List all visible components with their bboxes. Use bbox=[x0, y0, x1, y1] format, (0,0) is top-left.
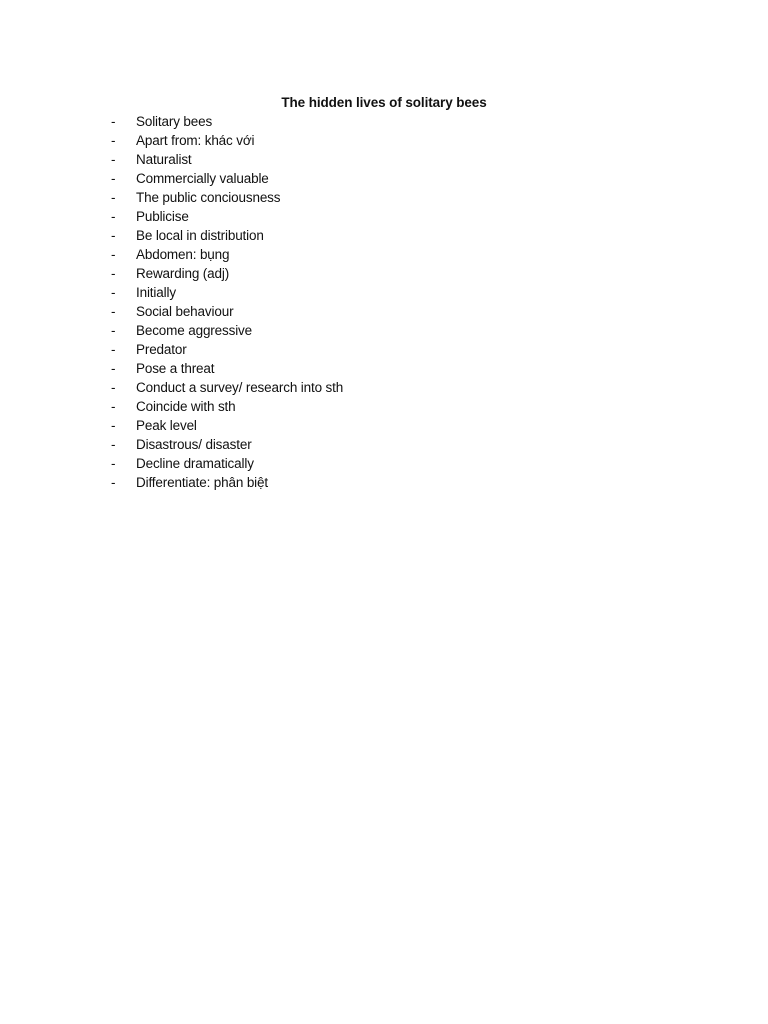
list-bullet: - bbox=[111, 380, 116, 395]
list-item bbox=[111, 435, 343, 454]
list-item bbox=[111, 378, 343, 397]
list-item bbox=[111, 397, 343, 416]
list-bullet: - bbox=[111, 418, 116, 433]
list-bullet: - bbox=[111, 266, 116, 281]
list-bullet: - bbox=[111, 152, 116, 167]
list-item bbox=[111, 283, 343, 302]
list-item bbox=[111, 131, 343, 150]
vocabulary-term: Coincide with sth bbox=[136, 399, 236, 414]
vocabulary-term: Predator bbox=[136, 342, 187, 357]
vocabulary-term: Abdomen: bụng bbox=[136, 247, 230, 262]
list-bullet: - bbox=[111, 437, 116, 452]
list-item bbox=[111, 359, 343, 378]
list-bullet: - bbox=[111, 342, 116, 357]
list-bullet: - bbox=[111, 456, 116, 471]
vocabulary-term: Conduct a survey/ research into sth bbox=[136, 380, 344, 395]
vocabulary-term: Disastrous/ disaster bbox=[136, 437, 252, 452]
vocabulary-term: The public conciousness bbox=[136, 190, 281, 205]
list-item bbox=[111, 340, 343, 359]
list-item bbox=[111, 226, 343, 245]
list-item bbox=[111, 473, 343, 492]
list-bullet: - bbox=[111, 209, 116, 224]
list-bullet: - bbox=[111, 247, 116, 262]
vocabulary-term: Become aggressive bbox=[136, 323, 253, 338]
vocabulary-term: Be local in distribution bbox=[136, 228, 264, 243]
list-item bbox=[111, 207, 343, 226]
vocabulary-term: Naturalist bbox=[136, 152, 192, 167]
list-item bbox=[111, 150, 343, 169]
vocabulary-term: Decline dramatically bbox=[136, 456, 254, 471]
vocabulary-term: Apart from: khác với bbox=[136, 133, 255, 148]
vocabulary-term: Solitary bees bbox=[136, 114, 213, 129]
list-item bbox=[111, 169, 343, 188]
list-item bbox=[111, 321, 343, 340]
list-item bbox=[111, 245, 343, 264]
vocabulary-term: Publicise bbox=[136, 209, 189, 224]
list-bullet: - bbox=[111, 285, 116, 300]
vocabulary-term: Differentiate: phân biệt bbox=[136, 475, 268, 490]
list-bullet: - bbox=[111, 323, 116, 338]
list-item bbox=[111, 416, 343, 435]
list-bullet: - bbox=[111, 399, 116, 414]
list-bullet: - bbox=[111, 475, 116, 490]
list-bullet: - bbox=[111, 228, 116, 243]
vocabulary-term: Commercially valuable bbox=[136, 171, 269, 186]
list-item bbox=[111, 188, 343, 207]
list-item bbox=[111, 112, 343, 131]
vocabulary-term: Social behaviour bbox=[136, 304, 234, 319]
vocabulary-term: Pose a threat bbox=[136, 361, 215, 376]
vocabulary-term: Initially bbox=[136, 285, 176, 300]
document-title: The hidden lives of solitary bees bbox=[281, 95, 487, 110]
vocabulary-list bbox=[111, 112, 343, 492]
list-bullet: - bbox=[111, 304, 116, 319]
vocabulary-term: Rewarding (adj) bbox=[136, 266, 230, 281]
list-item bbox=[111, 454, 343, 473]
list-bullet: - bbox=[111, 114, 116, 129]
list-bullet: - bbox=[111, 133, 116, 148]
list-bullet: - bbox=[111, 190, 116, 205]
list-bullet: - bbox=[111, 361, 116, 376]
vocabulary-term: Peak level bbox=[136, 418, 197, 433]
list-item bbox=[111, 264, 343, 283]
list-item bbox=[111, 302, 343, 321]
list-bullet: - bbox=[111, 171, 116, 186]
